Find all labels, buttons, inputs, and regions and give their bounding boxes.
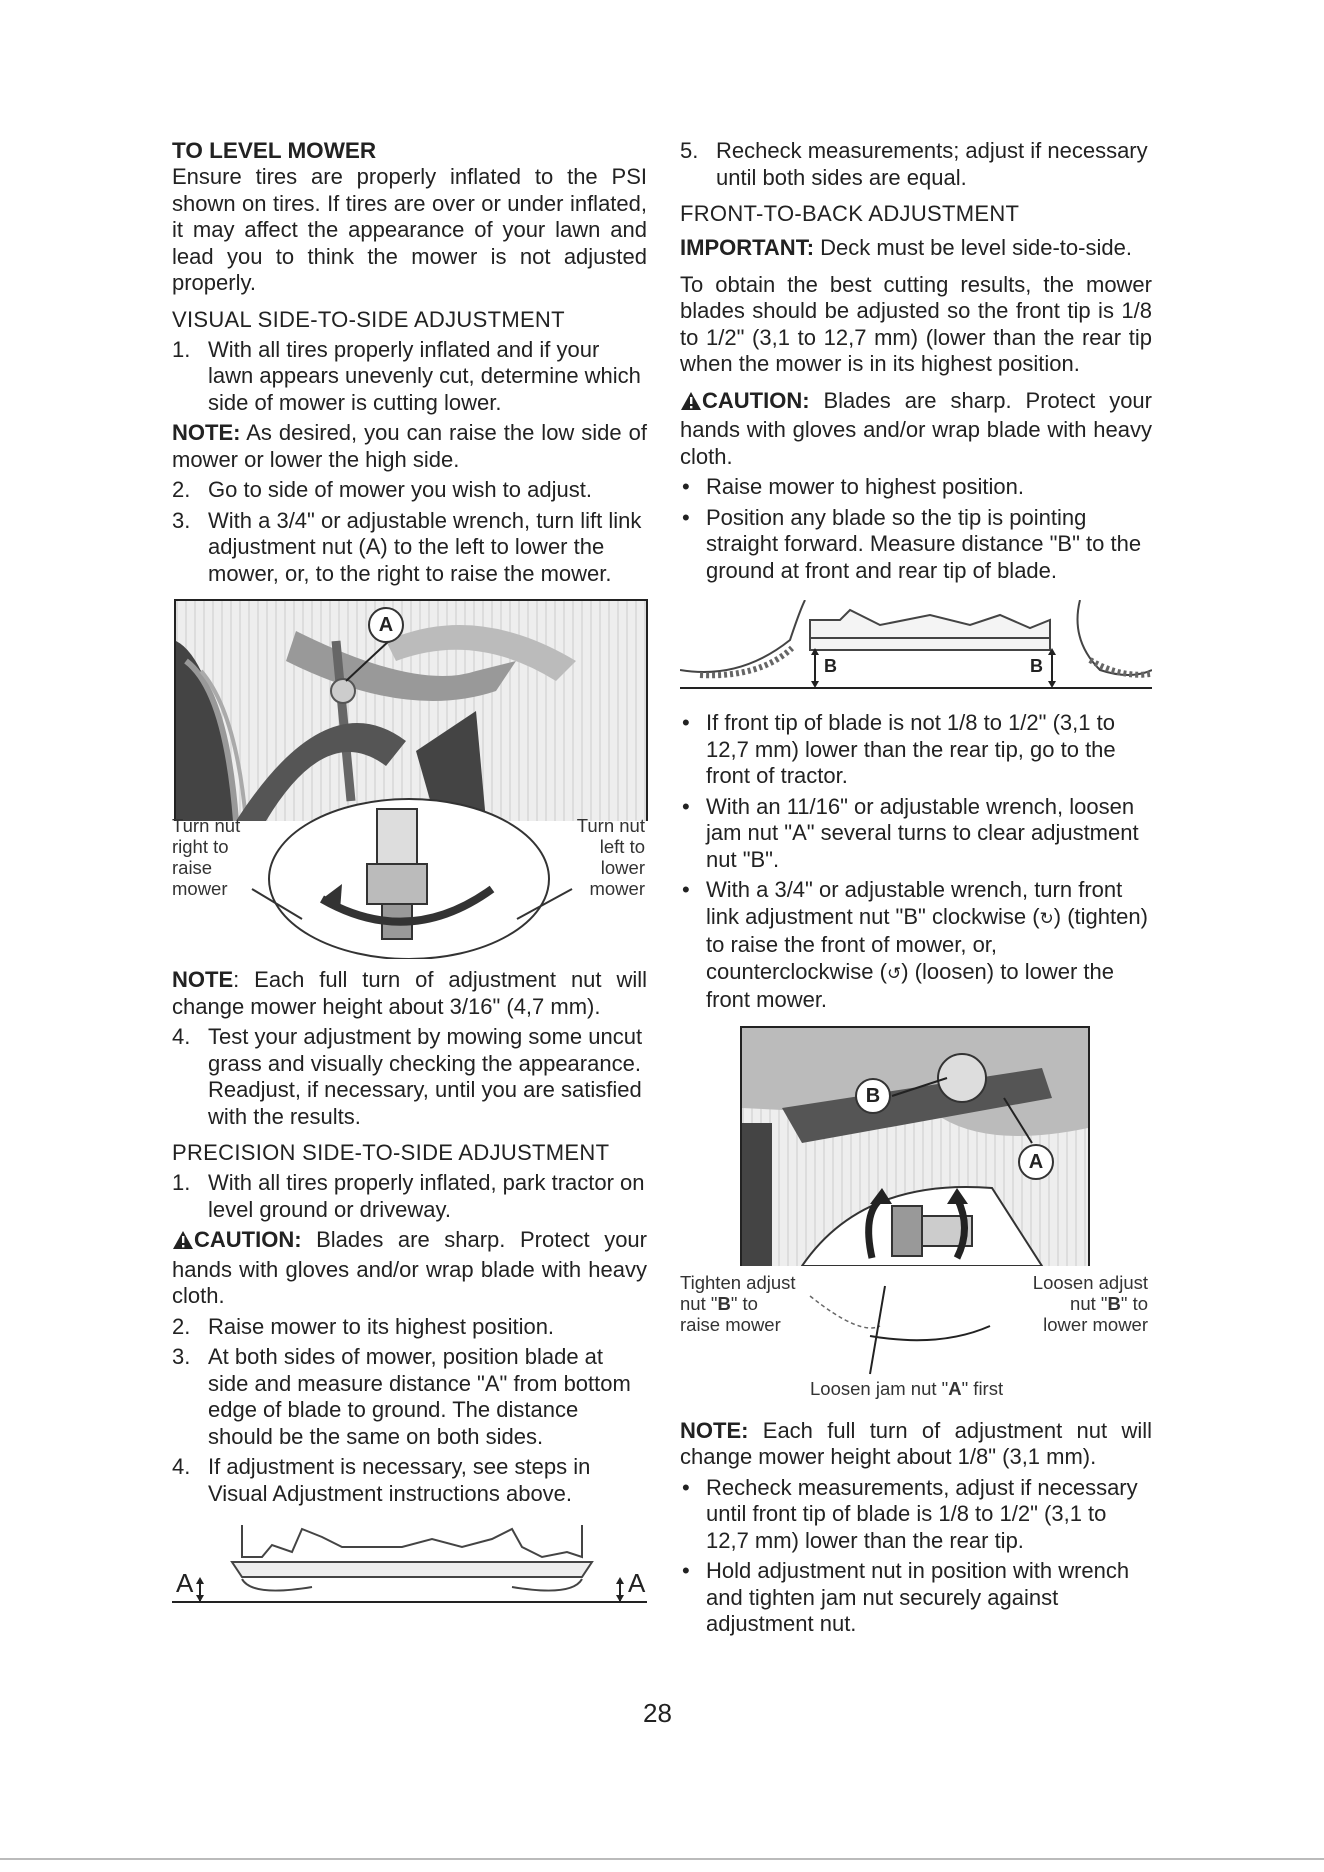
precision-step-3 bbox=[172, 1344, 647, 1450]
front-link-figure bbox=[680, 1026, 1152, 1408]
precision-step-2 bbox=[172, 1314, 647, 1341]
step-number: 3. bbox=[172, 1344, 191, 1369]
caption-line: raise bbox=[172, 857, 213, 878]
caption-part: nut " bbox=[1070, 1292, 1108, 1314]
step-text: Test your adjustment by mowing some uncut grass and visually checking the appearance. Readjust, if necessary, until you are satisfied with the results. bbox=[208, 1024, 643, 1129]
step-number: 5. bbox=[680, 138, 699, 163]
caption-part: nut " bbox=[680, 1292, 718, 1314]
bullet-dot: • bbox=[682, 1474, 690, 1500]
caption-line: lower mower bbox=[1043, 1313, 1148, 1335]
bullet-hold-nut bbox=[680, 1558, 1152, 1638]
clockwise-icon: ↻ bbox=[1039, 908, 1054, 928]
precision-step-1 bbox=[172, 1170, 647, 1223]
step-number: 3. bbox=[172, 507, 191, 533]
lift-link-illustration bbox=[176, 601, 646, 821]
bullet-raise-mower bbox=[680, 474, 1152, 501]
bullet-turn-adjustment-nut bbox=[680, 877, 1152, 1014]
caption-line: Loosen adjust bbox=[1032, 1271, 1148, 1293]
visual-step-1 bbox=[172, 337, 647, 417]
caution-text: Blades are sharp. Protect your hands with gloves and/or wrap blade with heavy cloth. bbox=[680, 387, 1152, 469]
bullet-dot: • bbox=[682, 877, 690, 902]
step-number: 1. bbox=[172, 1170, 191, 1195]
note-full-turn-right bbox=[680, 1418, 1152, 1471]
step-text: Raise mower to its highest position. bbox=[208, 1313, 555, 1339]
page-number: 28 bbox=[643, 1698, 672, 1728]
intro-paragraph: Ensure tires are properly inflated to the PSI shown on tires. If tires are over or under inflated, it may affect the appearance of your lawn and lead you to think the mower is not adjusted properly. bbox=[172, 164, 647, 295]
step-text: With a 3/4" or adjustable wrench, turn lift link adjustment nut (A) to the left to lower the mower, or, to the right to raise the mower. bbox=[208, 507, 642, 586]
step-text: At both sides of mower, position blade at side and measure distance "A" from bottom edge of blade to ground. The distance should be the same on both sides. bbox=[208, 1344, 631, 1449]
front-to-back-heading: FRONT-TO-BACK ADJUSTMENT bbox=[680, 201, 1020, 226]
caption-line bbox=[680, 1293, 796, 1314]
caption-line: Tighten adjust bbox=[680, 1271, 796, 1293]
bullet-text-part: With a 3/4" or adjustable wrench, turn front link adjustment nut "B" clockwise ( bbox=[706, 877, 1123, 929]
caption-line: left to bbox=[599, 836, 645, 857]
note-label: NOTE: bbox=[172, 420, 241, 445]
bullet-text: Recheck measurements, adjust if necessary until front tip of blade is 1/8 to 1/2" (3,1 to 12,7 mm) lower than the rear tip. bbox=[706, 1474, 1138, 1553]
callout-a: A bbox=[368, 607, 404, 643]
important-text: Deck must be level side-to-side. bbox=[814, 235, 1132, 260]
bullet-check-front-tip bbox=[680, 710, 1152, 790]
step-text: Go to side of mower you wish to adjust. bbox=[208, 477, 592, 502]
visual-adjustment-heading: VISUAL SIDE-TO-SIDE ADJUSTMENT bbox=[172, 306, 565, 332]
caution-label: CAUTION: bbox=[194, 1227, 302, 1252]
caption-line: Turn nut bbox=[172, 815, 241, 836]
caption-line: mower bbox=[172, 878, 228, 899]
caption-line: Turn nut bbox=[576, 815, 645, 836]
step-number: 1. bbox=[172, 336, 191, 362]
lift-link-photo bbox=[174, 599, 648, 821]
bullet-position-blade bbox=[680, 505, 1152, 585]
bullet-text: Raise mower to highest position. bbox=[706, 474, 1024, 499]
bullet-text: If front tip of blade is not 1/8 to 1/2" (3,1 to 12,7 mm) lower than the rear tip, go to the front of tractor. bbox=[706, 710, 1116, 788]
note-text: Each full turn of adjustment nut will change mower height about 1/8" (3,1 mm). bbox=[680, 1417, 1152, 1469]
caption-part: " to bbox=[730, 1292, 758, 1314]
step-number: 2. bbox=[172, 1313, 191, 1339]
bullet-text: Hold adjustment nut in position with wrench and tighten jam nut securely against adjustment nut. bbox=[706, 1558, 1130, 1636]
deck-side-figure bbox=[172, 1517, 647, 1607]
caption-line: right to bbox=[172, 836, 229, 857]
warning-icon bbox=[680, 391, 702, 418]
left-column bbox=[172, 138, 647, 1607]
caption-part: " first bbox=[961, 1377, 1004, 1399]
caption-tighten bbox=[680, 1272, 796, 1335]
callout-b: B bbox=[855, 1078, 891, 1114]
blade-front-back-illustration bbox=[680, 600, 1152, 700]
step-number: 4. bbox=[172, 1454, 191, 1479]
step-text: With all tires properly inflated and if your lawn appears unevenly cut, determine which side of mower is cutting lower. bbox=[208, 336, 641, 415]
nut-rotation-illustration bbox=[172, 789, 647, 959]
note-full-turn bbox=[172, 967, 647, 1020]
visual-step-3 bbox=[172, 508, 647, 588]
bullet-text: With an 11/16" or adjustable wrench, loosen jam nut "A" several turns to clear adjustment nut "B". bbox=[706, 793, 1139, 872]
label-a-left: A bbox=[176, 1568, 194, 1598]
important-note bbox=[680, 235, 1152, 262]
step-text: If adjustment is necessary, see steps in Visual Adjustment instructions above. bbox=[208, 1454, 591, 1506]
step-number: 2. bbox=[172, 477, 191, 502]
caption-part: " to bbox=[1120, 1292, 1148, 1314]
visual-step-4 bbox=[172, 1024, 647, 1130]
caution-blades-right bbox=[680, 388, 1152, 471]
step-number: 4. bbox=[172, 1024, 191, 1049]
caption-line: raise mower bbox=[680, 1313, 781, 1335]
note-label: NOTE: bbox=[680, 1417, 749, 1443]
bullet-text bbox=[706, 877, 1148, 1012]
caption-jam-nut bbox=[810, 1378, 1003, 1399]
bullet-text-part: ) (loosen) to lower the front mower. bbox=[706, 958, 1114, 1012]
caption-part: A bbox=[948, 1377, 962, 1399]
note-text: As desired, you can raise the low side of mower or lower the high side. bbox=[172, 420, 647, 472]
step-text: Recheck measurements; adjust if necessary until both sides are equal. bbox=[716, 138, 1148, 190]
bullet-dot: • bbox=[682, 504, 690, 530]
lift-link-figure bbox=[172, 599, 647, 959]
caption-loosen bbox=[1033, 1272, 1148, 1335]
caution-label: CAUTION: bbox=[702, 387, 810, 413]
bullet-text-part: ) (tighten) to raise the front of mower, or, counterclockwise ( bbox=[706, 903, 1148, 984]
bullet-dot: • bbox=[682, 710, 690, 735]
label-b-left: B bbox=[824, 656, 837, 676]
right-column bbox=[680, 138, 1152, 1638]
bullet-dot: • bbox=[682, 474, 690, 499]
bullet-dot: • bbox=[682, 1558, 690, 1583]
important-label: IMPORTANT: bbox=[680, 235, 815, 260]
bullet-recheck bbox=[680, 1475, 1152, 1555]
precision-step-4 bbox=[172, 1454, 647, 1507]
counterclockwise-icon: ↺ bbox=[886, 963, 902, 983]
note-label: NOTE bbox=[172, 967, 234, 992]
caption-line: lower bbox=[600, 857, 645, 878]
step-text: With all tires properly inflated, park tractor on level ground or driveway. bbox=[208, 1170, 645, 1222]
section-title: TO LEVEL MOWER bbox=[172, 138, 377, 163]
precision-adjustment-heading: PRECISION SIDE-TO-SIDE ADJUSTMENT bbox=[172, 1140, 610, 1165]
caption-turn-right bbox=[172, 815, 240, 899]
caption-turn-left bbox=[577, 815, 645, 899]
caption-line bbox=[1033, 1293, 1148, 1314]
blade-front-back-figure bbox=[680, 600, 1152, 700]
caption-part: B bbox=[1107, 1292, 1121, 1314]
deck-side-illustration bbox=[172, 1517, 647, 1607]
visual-step-2 bbox=[172, 477, 647, 504]
callout-a: A bbox=[1018, 1144, 1054, 1180]
label-a-right: A bbox=[628, 1568, 646, 1598]
caption-part: Loosen jam nut " bbox=[810, 1377, 949, 1399]
caution-text: Blades are sharp. Protect your hands with gloves and/or wrap blade with heavy cloth. bbox=[172, 1227, 647, 1308]
warning-icon bbox=[172, 1230, 194, 1257]
bullet-dot: • bbox=[682, 793, 690, 819]
precision-step-5 bbox=[680, 138, 1152, 191]
bullet-text: Position any blade so the tip is pointing straight forward. Measure distance "B" to the ground at front and rear tip of blade. bbox=[706, 504, 1142, 583]
page-bottom-rule bbox=[0, 1858, 1324, 1860]
note-side-adjust bbox=[172, 420, 647, 473]
label-b-right: B bbox=[1030, 656, 1043, 676]
bullet-loosen-jam-nut bbox=[680, 794, 1152, 874]
best-results-paragraph: To obtain the best cutting results, the mower blades should be adjusted so the front tip is 1/8 to 1/2" (3,1 to 12,7 mm) (lower than the rear tip when the mower is in its highest position. bbox=[680, 271, 1152, 376]
caption-line: mower bbox=[589, 878, 645, 899]
caption-part: B bbox=[717, 1292, 731, 1314]
note-text: : Each full turn of adjustment nut will change mower height about 3/16" (4,7 mm). bbox=[172, 967, 647, 1019]
caution-blades bbox=[172, 1227, 647, 1310]
